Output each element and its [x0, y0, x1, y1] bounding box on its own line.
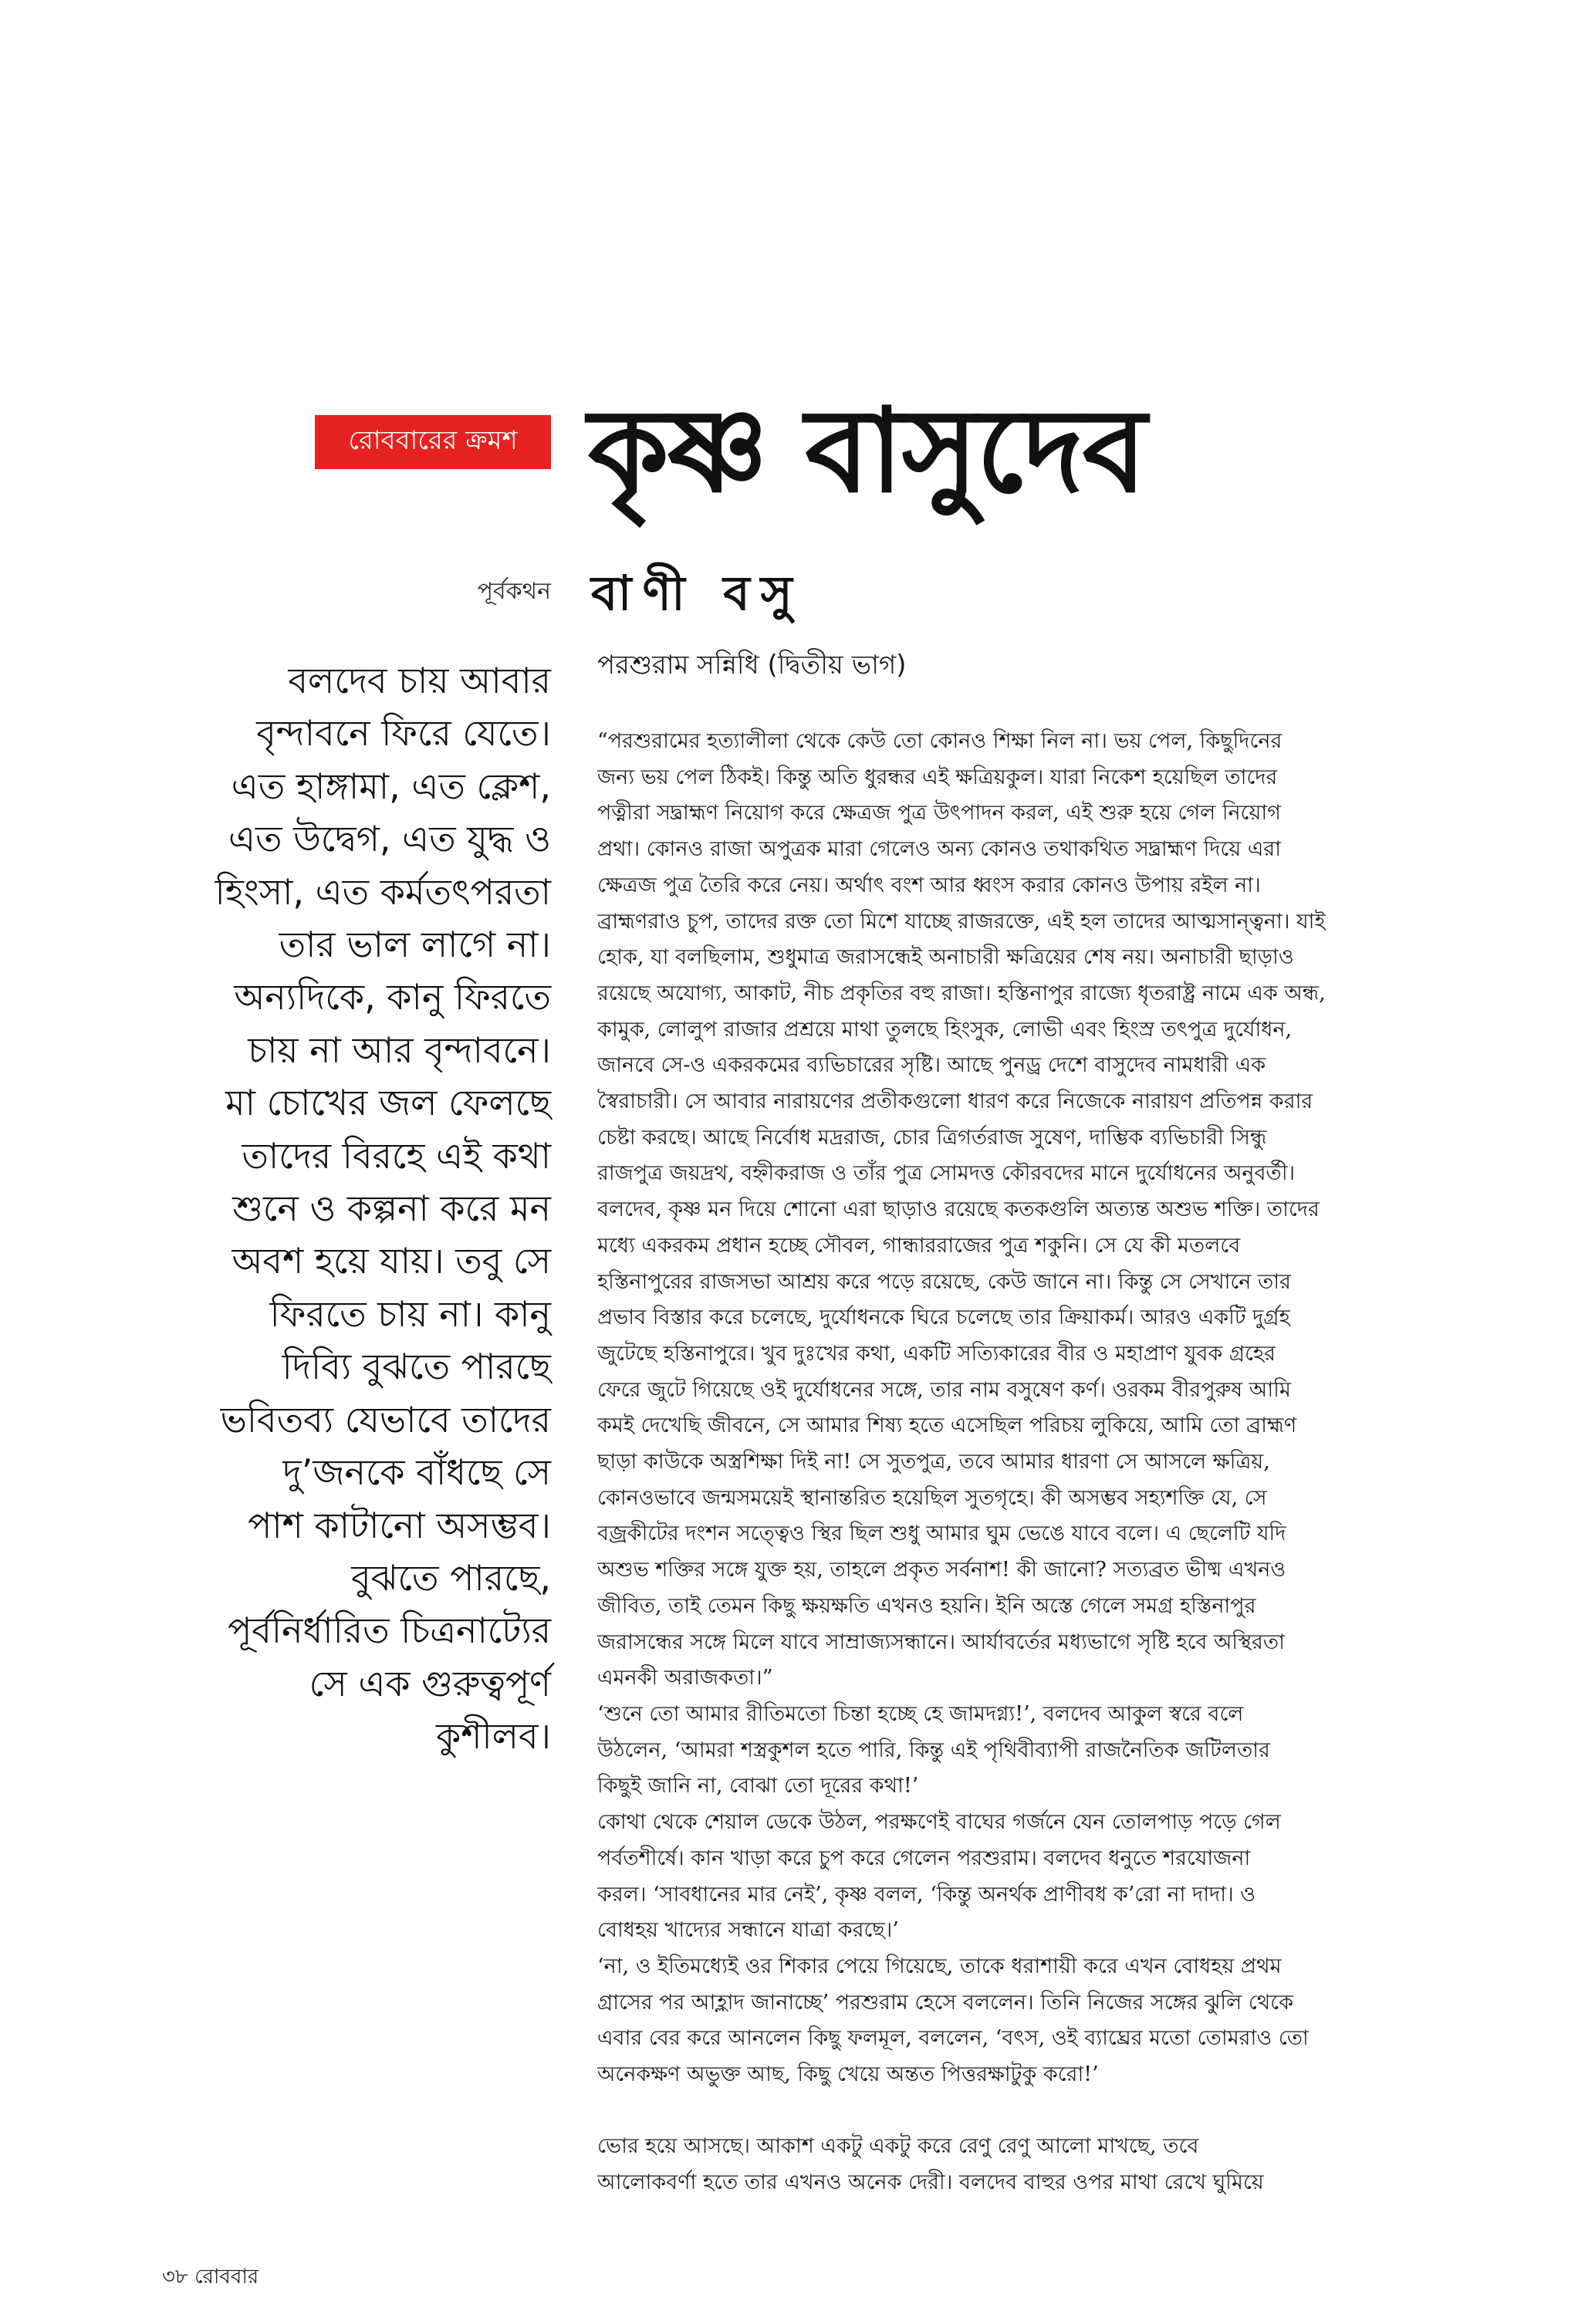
body-line: জানবে সে-ও একরকমের ব্যভিচারের সৃষ্টি। আছে পুনড্র দেশে বাসুদেব নামধারী এক [597, 1053, 1266, 1078]
pullquote-line: বুঝতে পারছে, [351, 1556, 551, 1599]
section-title: পরশুরাম সন্নিধি (দ্বিতীয় ভাগ) [597, 650, 907, 681]
series-tag: রোববারের ক্রমশ [315, 415, 551, 469]
pullquote-line: শুনে ও কল্পনা করে মন [232, 1187, 551, 1230]
pullquote-line: সে এক গুরুত্বপূর্ণ [309, 1662, 551, 1704]
pullquote-line: চায় না আর বৃন্দাবনে। [248, 1029, 551, 1071]
page-title: কৃষ্ণ বাসুদেব [588, 384, 1146, 519]
pullquote-line: ফিরতে চায় না। কানু [269, 1292, 551, 1335]
body-line: ‘না, ও ইতিমধ্যেই ওর শিকার পেয়ে গিয়েছে, তাকে ধরাশায়ী করে এখন বোধহয় প্রথম [597, 1954, 1282, 1978]
body-line: কোনওভাবে জন্মসময়েই স্থানান্তরিত হয়েছিল সুতগৃহে। কী অসম্ভব সহ্যশক্তি যে, সে [597, 1485, 1267, 1510]
pullquote-line: তাদের বিরহে এই কথা [242, 1134, 551, 1177]
pullquote-line: অন্যদিকে, কানু ফিরতে [234, 976, 551, 1018]
body-line: ব্রাহ্মণরাও চুপ, তাদের রক্ত তো মিশে যাচ্ছে রাজরক্তে, এই হল তাদের আত্মসান্ত্বনা। যাই [597, 909, 1326, 934]
prologue-label: পূর্বকথন [477, 578, 551, 605]
pullquote-line: ভবিতব্য যেভাবে তাদের [220, 1398, 551, 1441]
body-line: ‘শুনে তো আমার রীতিমতো চিন্তা হচ্ছে হে জামদগ্ন্য!’, বলদেব আকুল স্বরে বলে [597, 1701, 1244, 1726]
body-line: “পরশুরামের হত্যালীলা থেকে কেউ তো কোনও শিক্ষা নিল না। ভয় পেল, কিছুদিনের [597, 729, 1282, 753]
body-line: কামুক, লোলুপ রাজার প্রশ্রয়ে মাথা তুলছে হিংসুক, লোভী এবং হিংস্র তৎপুত্র দুর্যোধন, [597, 1017, 1293, 1042]
body-line: করল। ‘সাবধানের মার নেই’, কৃষ্ণ বলল, ‘কিন্তু অনর্থক প্রাণীবধ ক’রো না দাদা। ও [597, 1882, 1256, 1907]
body-line: গ্রাসের পর আহ্লাদ জানাচ্ছে’ পরশুরাম হেসে বললেন। তিনি নিজের সঙ্গের ঝুলি থেকে [597, 1990, 1294, 2015]
pullquote-line: অবশ হয়ে যায়। তবু সে [231, 1240, 551, 1282]
body-line: জরাসন্ধের সঙ্গে মিলে যাবে সাম্রাজ্যসন্ধানে। আর্যাবর্তের মধ্যভাগে সৃষ্টি হবে অস্থিরতা [597, 1630, 1285, 1654]
body-line: হোক, যা বলছিলাম, শুধুমাত্র জরাসন্ধেই অনাচারী ক্ষত্রিয়ের শেষ নয়। অনাচারী ছাড়াও [597, 945, 1294, 970]
pullquote [108, 654, 551, 1763]
body-line: কমই দেখেছি জীবনে, সে আমার শিষ্য হতে এসেছিল পরিচয় লুকিয়ে, আমি তো ব্রাহ্মণ [597, 1414, 1297, 1438]
pullquote-line: বৃন্দাবনে ফিরে যেতে। [256, 712, 551, 755]
author-name: বাণী বসু [591, 565, 803, 621]
body-line: রয়েছে অযোগ্য, আকাট, নীচ প্রকৃতির বহু রাজা। হস্তিনাপুর রাজ্যে ধৃতরাষ্ট্র নামে এক অন্ধ, [597, 981, 1326, 1005]
body-line: উঠলেন, ‘আমরা শস্ত্রকুশল হতে পারি, কিন্তু এই পৃথিবীব্যাপী রাজনৈতিক জটিলতার [597, 1738, 1270, 1762]
body-line: আলোকবর্ণা হতে তার এখনও অনেক দেরী। বলদেব বাহুর ওপর মাথা রেখে ঘুমিয়ে [597, 2170, 1264, 2195]
paragraph-gap [597, 2093, 1451, 2130]
pullquote-line: হিংসা, এত কর্মতৎপরতা [215, 870, 551, 913]
pullquote-line: মা চোখের জল ফেলছে [225, 1082, 551, 1124]
body-line: জন্য ভয় পেল ঠিকই। কিন্তু অতি ধুরন্ধর এই ক্ষত্রিয়কুল। যারা নিকেশ হয়েছিল তাদের [597, 765, 1278, 789]
body-line: অনেকক্ষণ অভুক্ত আছ, কিছু খেয়ে অন্তত পিত্তরক্ষাটুকু করো!’ [597, 2062, 1099, 2087]
body-line: মধ্যে একরকম প্রধান হচ্ছে সৌবল, গান্ধাররাজের পুত্র শকুনি। সে যে কী মতলবে [597, 1233, 1241, 1258]
pullquote-line: তার ভাল লাগে না। [279, 924, 551, 966]
body-line: পর্বতশীর্ষে। কান খাড়া করে চুপ করে গেলেন পরশুরাম। বলদেব ধনুতে শরযোজনা [597, 1846, 1251, 1870]
body-line: ফেরে জুটে গিয়েছে ওই দুর্যোধনের সঙ্গে, তার নাম বসুষেণ কর্ণ। ওরকম বীরপুরুষ আমি [597, 1377, 1291, 1402]
pullquote-line: পূর্বনির্ধারিত চিত্রনাট্যের [228, 1610, 551, 1652]
body-line: ছাড়া কাউকে অস্ত্রশিক্ষা দিই না! সে সুতপুত্র, তবে আমার ধারণা সে আসলে ক্ষত্রিয়, [597, 1450, 1270, 1474]
body-line: স্বৈরাচারী। সে আবার নারায়ণের প্রতীকগুলো ধারণ করে নিজেকে নারায়ণ প্রতিপন্ন করার [597, 1089, 1313, 1114]
body-line: পত্নীরা সদ্ব্রাহ্মণ নিয়োগ করে ক্ষেত্রজ পুত্র উৎপাদন করল, এই শুরু হয়ে গেল নিয়োগ [597, 801, 1281, 826]
body-line: জীবিত, তাই তেমন কিছু ক্ষয়ক্ষতি এখনও হয়নি। ইনি অস্তে গেলে সমগ্র হস্তিনাপুর [597, 1593, 1256, 1618]
body-line: ভোর হয়ে আসছে। আকাশ একটু একটু করে রেণু রেণু আলো মাখছে, তবে [597, 2134, 1199, 2159]
pullquote-line: পাশ কাটানো অসম্ভব। [248, 1504, 551, 1546]
article-body [597, 724, 1451, 2201]
pullquote-line: কুশীলব। [436, 1715, 551, 1758]
body-line: ক্ষেত্রজ পুত্র তৈরি করে নেয়। অর্থাৎ বংশ আর ধ্বংস করার কোনও উপায় রইল না। [597, 873, 1261, 897]
pullquote-line: এত হাঙ্গামা, এত ক্লেশ, [231, 765, 551, 807]
pullquote-line: এত উদ্বেগ, এত যুদ্ধ ও [228, 818, 551, 860]
body-line: প্রথা। কোনও রাজা অপুত্রক মারা গেলেও অন্য কোনও তথাকথিত সদ্ব্রাহ্মণ দিয়ে এরা [597, 837, 1282, 862]
body-line: কিছুই জানি না, বোঝা তো দূরের কথা!’ [597, 1774, 919, 1799]
pullquote-line: বলদেব চায় আবার [288, 660, 551, 701]
page-folio: ৩৮ রোববার [162, 2265, 259, 2289]
body-line: রাজপুত্র জয়দ্রথ, বহ্নীকরাজ ও তাঁর পুত্র সোমদত্ত কৌরবদের মানে দুর্যোধনের অনুবর্তী। [597, 1161, 1296, 1186]
body-line: চেষ্টা করছে। আছে নির্বোধ মদ্ররাজ, চোর ত্রিগর্তরাজ সুষেণ, দাম্ভিক ব্যভিচারী সিন্ধু [597, 1125, 1267, 1150]
body-line: এমনকী অরাজকতা।” [597, 1666, 773, 1691]
body-line: জুটেছে হস্তিনাপুরে। খুব দুঃখের কথা, একটি সত্যিকারের বীর ও মহাপ্রাণ যুবক গ্রহের [597, 1341, 1276, 1366]
body-line: কোথা থেকে শেয়াল ডেকে উঠল, পরক্ষণেই বাঘের গর্জনে যেন তোলপাড় পড়ে গেল [597, 1810, 1281, 1835]
body-line: অশুভ শক্তির সঙ্গে যুক্ত হয়, তাহলে প্রকৃত সর্বনাশ! কী জানো? সত্যব্রত ভীষ্ম এখনও [597, 1558, 1286, 1583]
body-line: হস্তিনাপুরের রাজসভা আশ্রয় করে পড়ে রয়েছে, কেউ জানে না। কিন্তু সে সেখানে তার [597, 1269, 1291, 1294]
pullquote-line: দু’জনকে বাঁধছে সে [282, 1451, 551, 1494]
body-line: বোধহয় খাদ্যের সন্ধানে যাত্রা করছে।’ [597, 1918, 899, 1943]
pullquote-line: দিব্যি বুঝতে পারছে [282, 1346, 551, 1388]
body-line: প্রভাব বিস্তার করে চলেছে, দুর্যোধনকে ঘিরে চলেছে তার ক্রিয়াকর্ম। আরও একটি দুর্গ্রহ [597, 1306, 1290, 1330]
body-line: এবার বের করে আনলেন কিছু ফলমূল, বললেন, ‘বৎস, ওই ব্যাঘ্রের মতো তোমরাও তো [597, 2026, 1309, 2051]
body-line: বলদেব, কৃষ্ণ মন দিয়ে শোনো এরা ছাড়াও রয়েছে কতকগুলি অত্যন্ত অশুভ শক্তি। তাদের [597, 1197, 1320, 1222]
body-line: বজ্রকীটের দংশন সত্ত্বেও স্থির ছিল শুধু আমার ঘুম ভেঙে যাবে বলে। এ ছেলেটি যদি [597, 1522, 1286, 1546]
